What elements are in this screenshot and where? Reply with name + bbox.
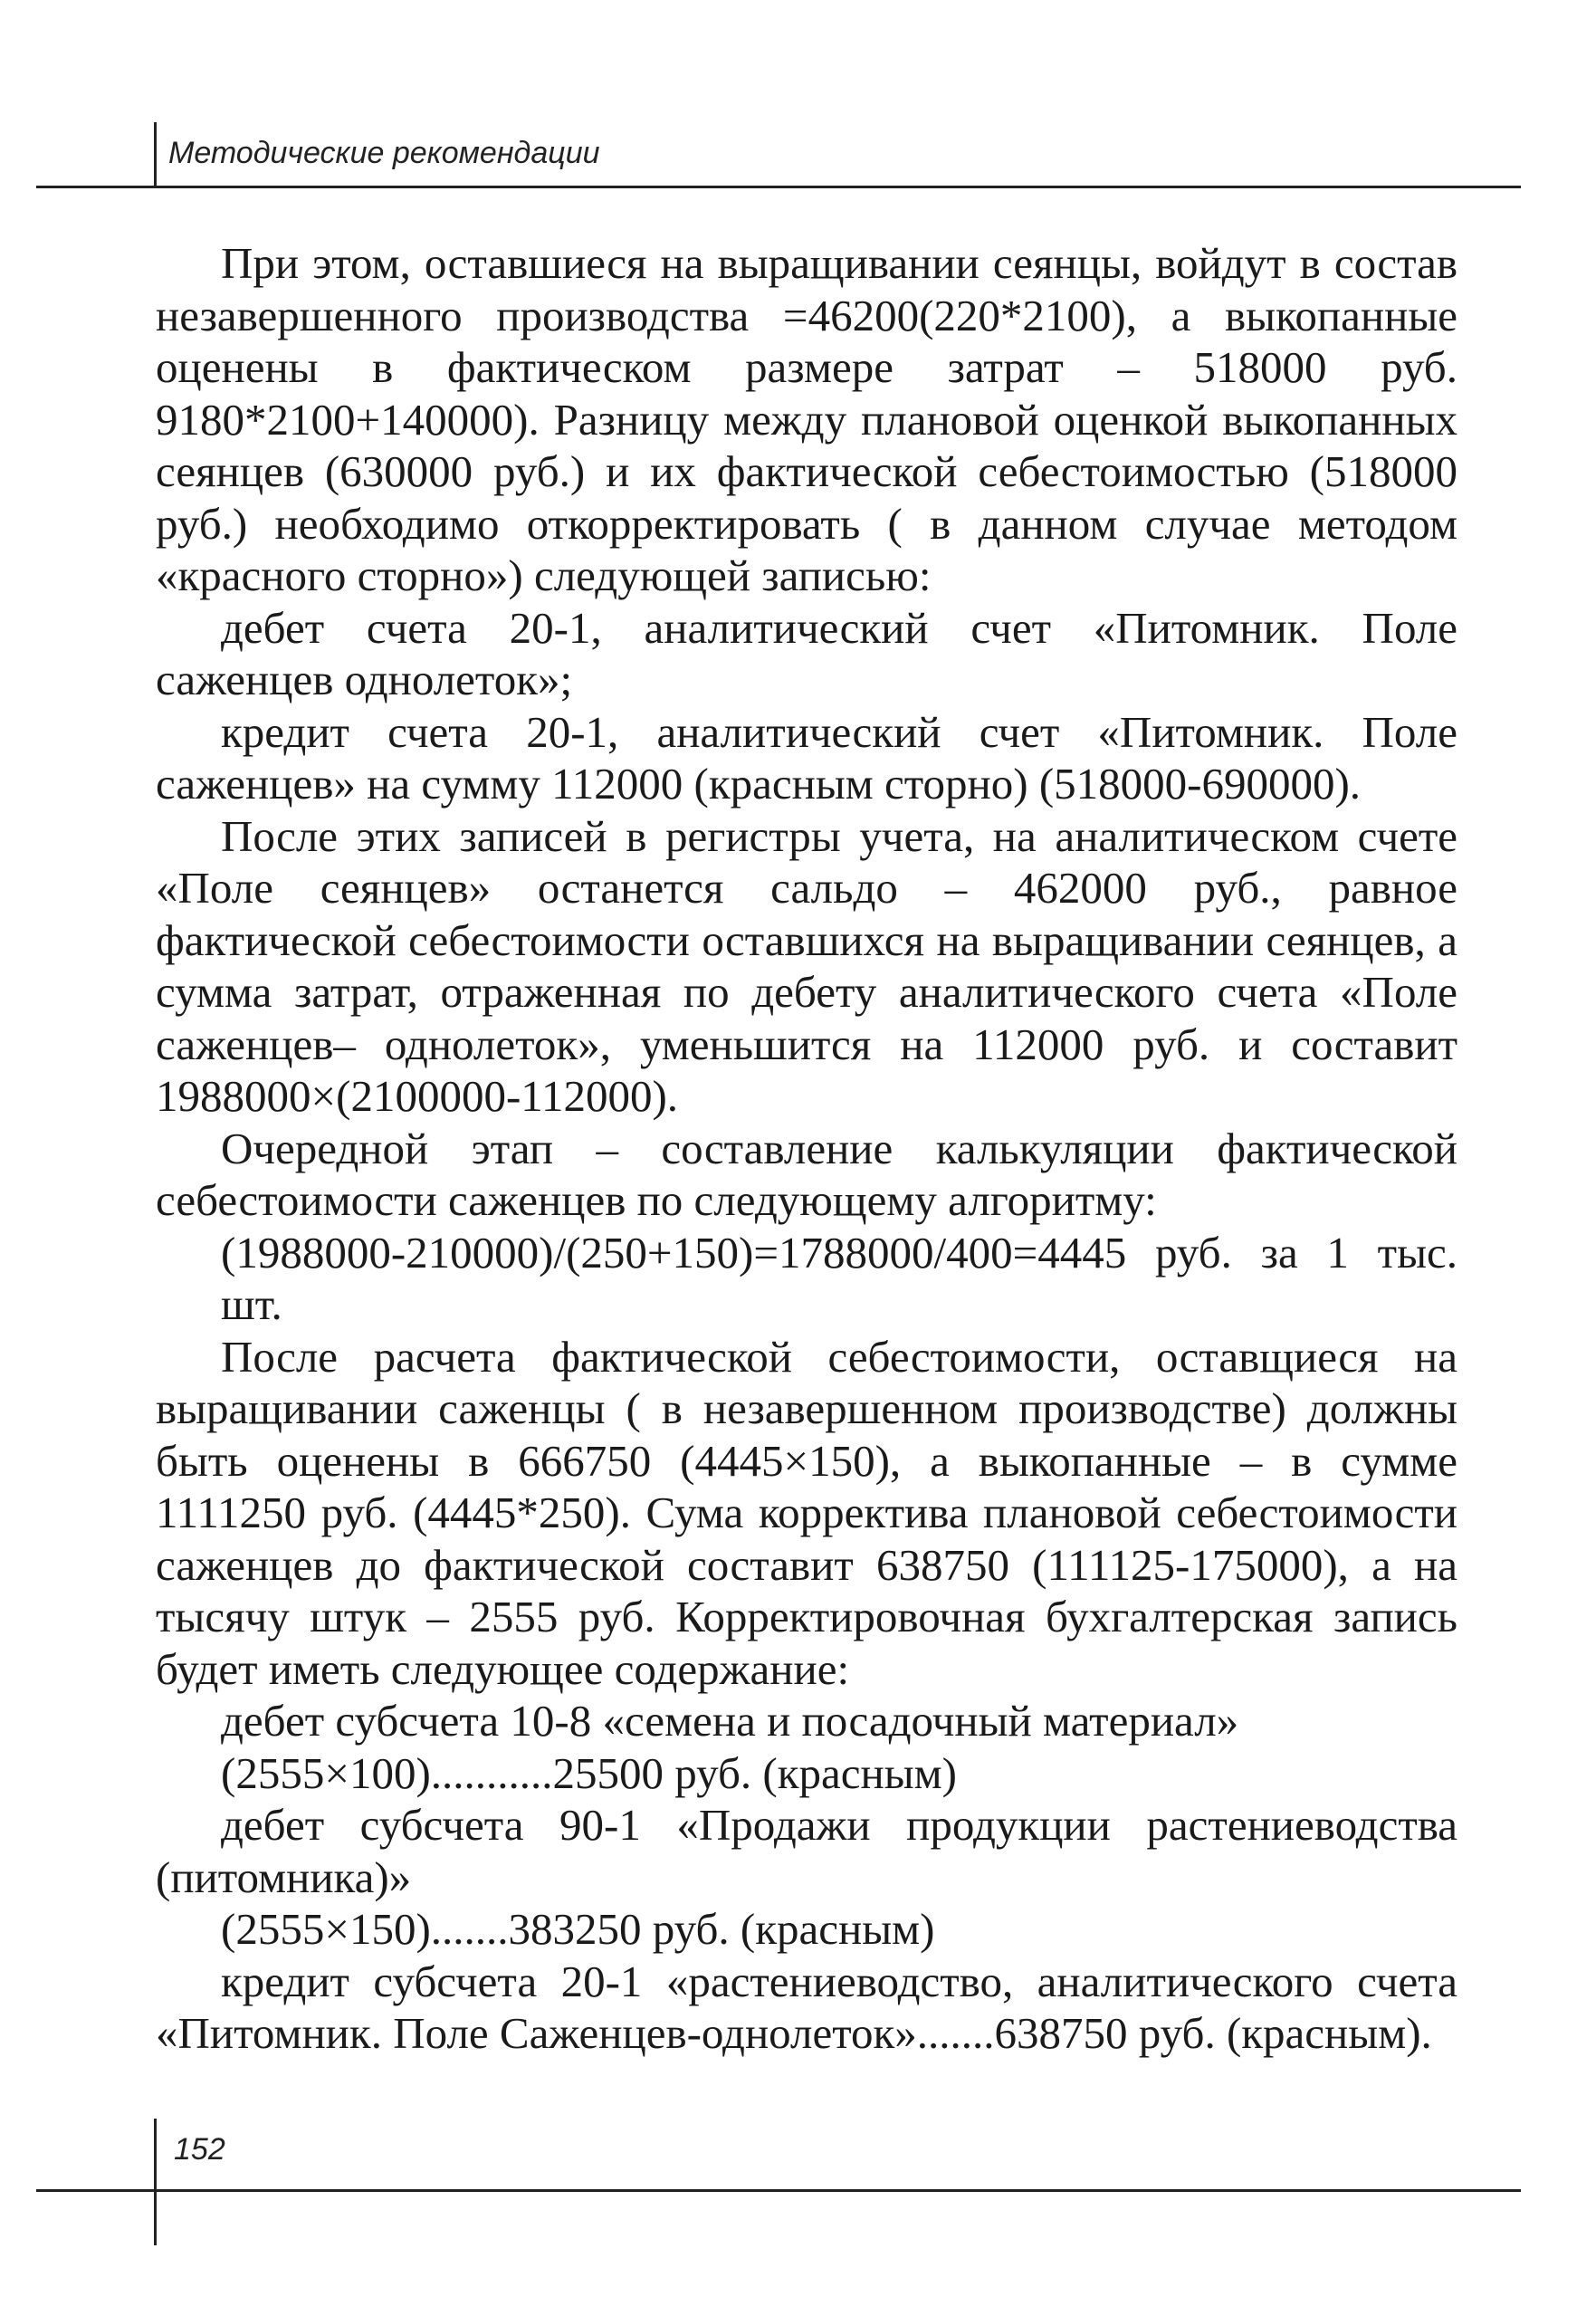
paragraph: При этом, оставшиеся на выращивании сеянцы, войдут в состав незавершенного производства =46200(220*2100), а выкопанные оценены в фактическом размере затрат – 518000 руб. 9180*2100+140000). Разницу между плановой оценкой выкопанных сеянцев (630000 руб.) и их фактической себестоимостью (518000 руб.) необходимо откорректировать ( в данном случае методом «красного сторно») следующей записью: (156, 238, 1457, 600)
running-head: Методические рекомендации (168, 136, 600, 170)
page-body (156, 237, 1457, 2060)
paragraph: кредит счета 20-1, аналитический счет «Питомник. Поле саженцев» на сумму 112000 (красным сторно) (518000-690000). (156, 706, 1457, 809)
entry-line: кредит субсчета 20-1 «растениеводство, аналитического счета «Питомник. Поле Саженцев-однолеток».......638750 руб. (красным). (156, 1956, 1457, 2058)
header-horizontal-rule (36, 186, 1521, 188)
paragraph: После расчета фактической себестоимости, оставщиеся на выращивании саженцы ( в незавершенном производстве) должны быть оценены в 666750 (4445×150), а выкопанные – в сумме 1111250 руб. (4445*250). Сума корректива плановой себестоимости саженцев до фактической составит 638750 (111125-175000), а на тысячу штук – 2555 руб. Корректировочная бухгалтерская запись будет иметь следующее содержание: (156, 1331, 1457, 1694)
entry-line: (2555×150).......383250 руб. (красным) (221, 1904, 935, 1954)
paragraph: После этих записей в регистры учета, на аналитическом счете «Поле сеянцев» останется сальдо – 462000 руб., равное фактической себестоимости оставшихся на выращивании сеянцев, а сумма затрат, отраженная по дебету аналитического счета «Поле саженцев– однолеток», уменьшится на 112000 руб. и составит 1988000×(2100000-112000). (156, 810, 1457, 1121)
page-number: 152 (174, 2132, 225, 2167)
paragraph: дебет счета 20-1, аналитический счет «Питомник. Поле саженцев однолеток»; (156, 602, 1457, 704)
paragraph: Очередной этап – составление калькуляции фактической себестоимости саженцев по следующему алгоритму: (156, 1123, 1457, 1225)
entry-line: дебет субсчета 90-1 «Продажи продукции растениеводства (питомника)» (156, 1800, 1457, 1902)
formula-line: (1988000-210000)/(250+150)=1788000/400=4445 руб. за 1 тыс. шт. (221, 1227, 1457, 1329)
footer-vertical-rule (154, 2119, 157, 2245)
header-vertical-rule (154, 122, 157, 187)
footer-horizontal-rule (36, 2189, 1521, 2192)
entry-line: (2555×100)...........25500 руб. (красным) (221, 1747, 957, 1798)
entry-line: дебет субсчета 10-8 «семена и посадочный материал» (221, 1696, 1239, 1746)
